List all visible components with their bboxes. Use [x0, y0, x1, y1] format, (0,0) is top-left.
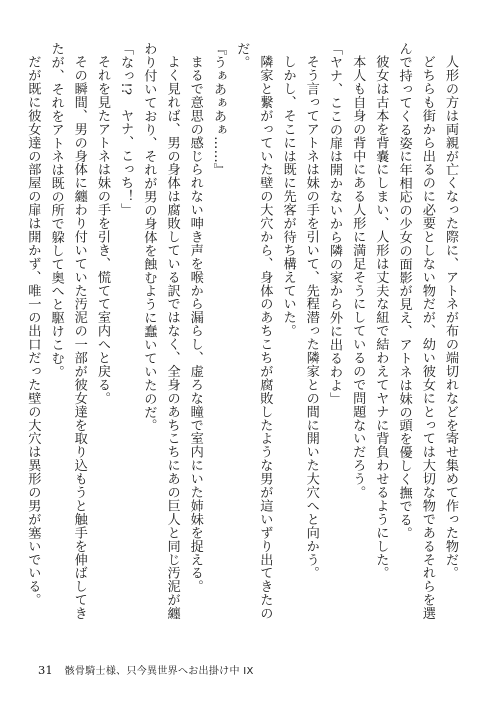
paragraph: 人形の方は両親が亡くなった際に、アトネが布の端切れなどを寄せ集めて作った物だ。 [443, 55, 458, 580]
dialogue-line: 「なっ!? ヤナ、こっち！」 [118, 42, 134, 217]
paragraph: その瞬間、男の身体に纏わり付いていた汚泥の一部が彼女達を取り込もうと触手を伸ばしてきたが、それをアトネは既の所で躱して奥へと駆けこむ。 [48, 42, 87, 621]
paragraph: しかし、そこには既に先客が待ち構えていた。 [280, 55, 296, 338]
paragraph: 本人も自身の背中にある人形に満足そうにしているので問題ないだろう。 [350, 55, 366, 500]
paragraph: そう言ってアトネは妹の手を引いて、先程潜った隣家との間に開いた大穴へと向かう。 [303, 55, 319, 580]
page-footer [38, 662, 254, 678]
body-text [25, 42, 462, 622]
paragraph: まるで意思の感じられない呻き声を喉から漏らし、虚ろな瞳で室内にいた姉妹を捉える。 [187, 55, 203, 594]
page-number: 31 [38, 663, 53, 677]
paragraph: 彼女は古本を背嚢にしまい、人形は丈夫な紐で結わえてヤナに背負わせるようにした。 [373, 55, 389, 580]
dialogue-line: 『うぁあぁあぁ……』 [210, 42, 226, 177]
paragraph: それを見たアトネは妹の手を引き、慌てて室内へと戻る。 [94, 55, 110, 405]
running-title: 骸骨騎士様、只今異世界へお出掛け中 IX [64, 666, 254, 677]
paragraph: よく見れば、男の身体は腐敗している訳ではなく、全身のあちこちにあの巨人と同じ汚泥が纏わり付いており、それが男の身体を蝕むように蠢いていたのだ。 [141, 42, 180, 621]
paragraph: 隣家と繋がっていた壁の大穴から、身体のあちこちが腐敗したような男が這いずり出てきたのだ。 [234, 42, 273, 621]
paragraph: だが既に彼女達の部屋の扉は開かず、唯一の出口だった壁の大穴は異形の男が塞いでいる。 [25, 55, 41, 607]
paragraph: どちらも街から出るのに必要としない物だが、幼い彼女にとっては大切な物であるそれらを選んで持ってくる姿に年相応の少女の面影が見え、アトネは妹の頭を優しく撫でる。 [396, 42, 435, 621]
dialogue-line: 「ヤナ、ここの扉は開かないから隣の家から外に出るわよ」 [326, 42, 342, 406]
